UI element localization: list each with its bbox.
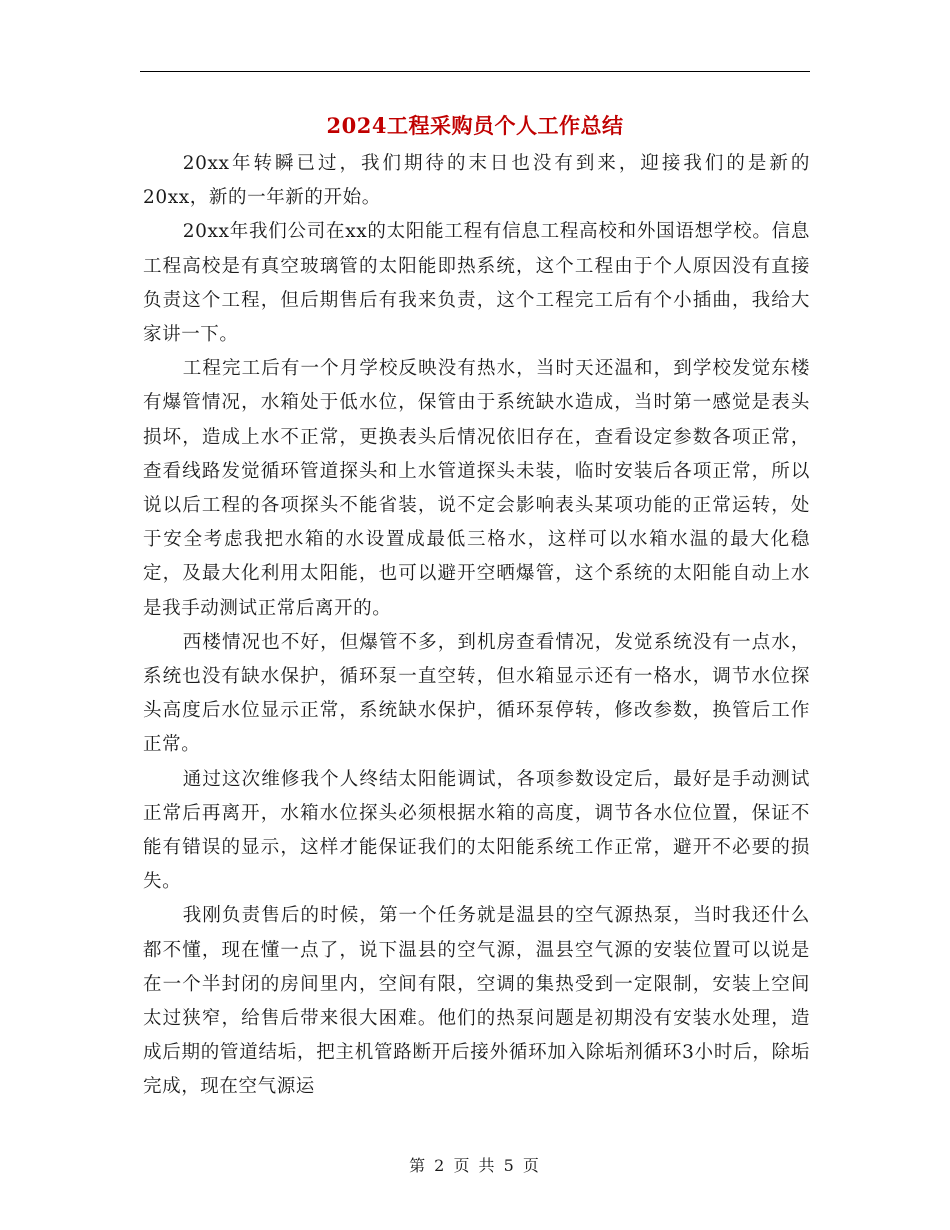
document-title: 2024工程采购员个人工作总结 <box>326 113 624 138</box>
page-number-footer: 第 2 页 共 5 页 <box>409 1156 541 1175</box>
paragraph-5: 通过这次维修我个人终结太阳能调试，各项参数设定后，最好是手动测试正常后再离开，水箱水位探头必须根据水箱的高度，调节各水位位置，保证不能有错误的显示，这样才能保证我们的太阳能系统工作正常，避开不必要的损失。 <box>143 768 810 893</box>
document-body <box>143 147 810 1105</box>
header-rule <box>140 71 810 72</box>
paragraph-6: 我刚负责售后的时候，第一个任务就是温县的空气源热泵，当时我还什么都不懂，现在懂一点了，说下温县的空气源，温县空气源的安装位置可以说是在一个半封闭的房间里内，空间有限，空调的集热受到一定限制，安装上空间太过狭窄，给售后带来很大困难。他们的热泵问题是初期没有安装水处理，造成后期的管道结垢，把主机管路断开后接外循环加入除垢剂循环3小时后，除垢完成，现在空气源运 <box>143 905 810 1098</box>
paragraph-4: 西楼情况也不好，但爆管不多，到机房查看情况，发觉系统没有一点水，系统也没有缺水保护，循环泵一直空转，但水箱显示还有一格水，调节水位探头高度后水位显示正常，系统缺水保护，循环泵停转，修改参数，换管后工作正常。 <box>143 631 810 756</box>
paragraph-3: 工程完工后有一个月学校反映没有热水，当时天还温和，到学校发觉东楼有爆管情况，水箱处于低水位，保管由于系统缺水造成，当时第一感觉是表头损坏，造成上水不正常，更换表头后情况依旧存在，查看设定参数各项正常，查看线路发觉循环管道探头和上水管道探头未装，临时安装后各项正常，所以说以后工程的各项探头不能省装，说不定会影响表头某项功能的正常运转，处于安全考虑我把水箱的水设置成最低三格水，这样可以水箱水温的最大化稳定，及最大化利用太阳能，也可以避开空晒爆管，这个系统的太阳能自动上水是我手动测试正常后离开的。 <box>143 358 810 619</box>
paragraph-1: 20xx年转瞬已过，我们期待的末日也没有到来，迎接我们的是新的20xx，新的一年新的开始。 <box>143 153 810 209</box>
paragraph-2: 20xx年我们公司在xx的太阳能工程有信息工程高校和外国语想学校。信息工程高校是有真空玻璃管的太阳能即热系统，这个工程由于个人原因没有直接负责这个工程，但后期售后有我来负责，这个工程完工后有个小插曲，我给大家讲一下。 <box>143 221 810 346</box>
